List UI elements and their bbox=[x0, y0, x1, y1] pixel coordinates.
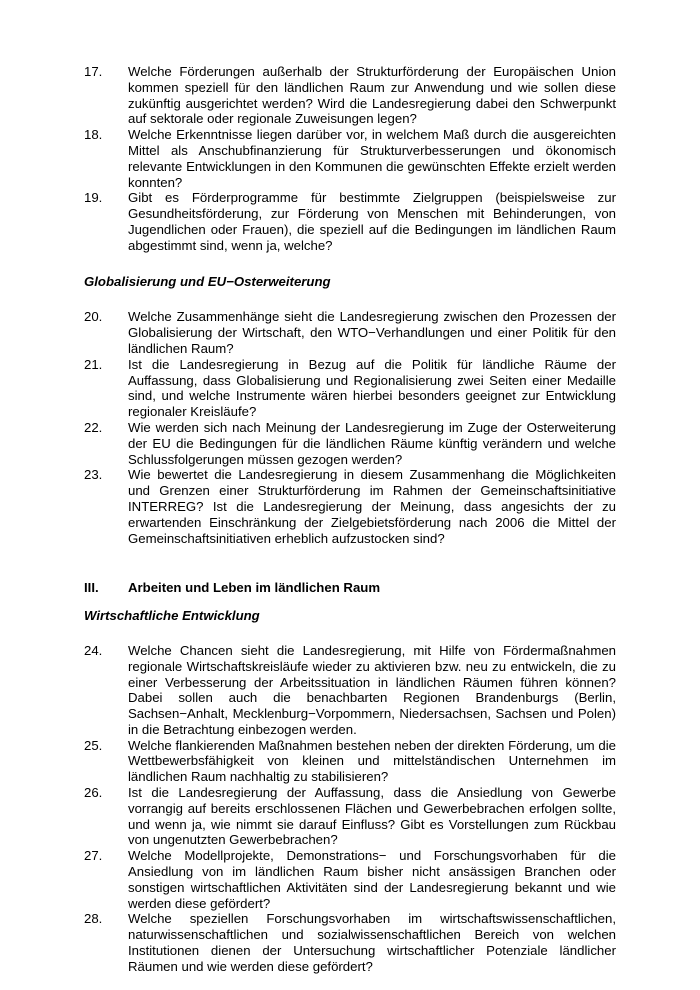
question-text: Gibt es Förderprogramme für bestimmte Zielgruppen (beispielsweise zur Gesundheitsförderung, zur Förderung von Menschen mit Behinderungen, von Jugendlichen oder Frauen), die speziell auf die Bedingungen im ländlichen Raum abgestimmt sind, wenn ja, welche? bbox=[128, 190, 616, 253]
question-text: Wie werden sich nach Meinung der Landesregierung im Zuge der Osterweiterung der EU die Bedingungen für die ländlichen Räume künftig verändern und welche Schlussfolgerungen müssen gezogen werden? bbox=[128, 419, 616, 467]
question-item bbox=[84, 420, 616, 467]
section-heading bbox=[84, 580, 616, 596]
question-text: Welche Zusammenhänge sieht die Landesregierung zwischen den Prozessen der Globalisierung der Wirtschaft, den WTO−Verhandlungen und einer Politik für den ländlichen Raum? bbox=[128, 309, 616, 356]
question-number: 19. bbox=[84, 190, 103, 206]
question-text: Welche Förderungen außerhalb der Strukturförderung der Europäischen Union kommen speziell für den ländlichen Raum zur Anwendung und wie sollen diese zukünftig ausgerichtet werden? Wird die Landesregierung dabei den Schwerpunkt auf sektorale oder regionale Zuweisungen legen? bbox=[128, 64, 616, 127]
question-number: 26. bbox=[84, 785, 103, 801]
question-list-c bbox=[84, 643, 616, 975]
subheading-globalisierung: Globalisierung und EU−Osterweiterung bbox=[84, 273, 331, 289]
question-number: 23. bbox=[84, 467, 103, 483]
question-text: Welche Chancen sieht die Landesregierung, mit Hilfe von Fördermaßnahmen regionale Wirtschaftskreisläufe wieder zu aktivieren bzw. neu zu entwickeln, die zu einer Verbesserung der Arbeitssituation in ländlichen Räumen führen können? Dabei sollen auch die benachbarten Regionen Brandenburgs (Berlin, Sachsen−Anhalt, Mecklenburg−Vorpommern, Niedersachsen, Sachsen und Polen) in die Betrachtung einbezogen werden. bbox=[128, 642, 616, 737]
document-page bbox=[84, 64, 616, 975]
question-item bbox=[84, 190, 616, 253]
question-item bbox=[84, 467, 616, 546]
question-number: 25. bbox=[84, 737, 103, 753]
question-number: 17. bbox=[84, 64, 103, 79]
question-item bbox=[84, 911, 616, 974]
question-item bbox=[84, 309, 616, 356]
question-item bbox=[84, 64, 616, 127]
question-item bbox=[84, 785, 616, 848]
question-item bbox=[84, 643, 616, 738]
question-item bbox=[84, 127, 616, 190]
question-item bbox=[84, 357, 616, 420]
question-number: 18. bbox=[84, 127, 103, 143]
question-item bbox=[84, 738, 616, 785]
question-text: Welche Erkenntnisse liegen darüber vor, in welchem Maß durch die ausgereichten Mittel als Anschubfinanzierung für Strukturverbesserungen und ökonomisch relevante Entwicklungen in den Kommunen die gewünschten Effekte erzielt werden konnten? bbox=[128, 127, 616, 190]
question-text: Welche speziellen Forschungsvorhaben im wirtschaftswissenschaftlichen, naturwissenschaftlichen und sozialwissenschaftlichen Bereich von welchen Institutionen dienen der Untersuchung wirtschaftlicher Potenziale ländlicher Räumen und wie werden diese gefördert? bbox=[128, 911, 616, 974]
question-text: Ist die Landesregierung in Bezug auf die Politik für ländliche Räume der Auffassung, dass Globalisierung und Regionalisierung zwei Seiten einer Medaille sind, und welche Instrumente wären hierbei besonders geeignet zur Entwicklung regionaler Kreisläufe? bbox=[128, 356, 616, 420]
question-list-a bbox=[84, 64, 616, 254]
question-number: 22. bbox=[84, 419, 103, 435]
question-number: 24. bbox=[84, 642, 103, 658]
question-number: 20. bbox=[84, 309, 103, 325]
question-text: Welche flankierenden Maßnahmen bestehen neben der direkten Förderung, um die Wettbewerbsfähigkeit von kleinen und mittelständischen Unternehmen im ländlichen Raum nachhaltig zu stabilisieren? bbox=[128, 737, 616, 785]
question-number: 28. bbox=[84, 911, 103, 927]
question-text: Welche Modellprojekte, Demonstrations− und Forschungsvorhaben für die Ansiedlung von im ländlichen Raum bisher nicht ansässigen Branchen oder sonstigen wirtschaftlichen Aktivitäten sind der Landesregierung bekannt und wie werden diese gefördert? bbox=[128, 848, 616, 911]
section-number: III. bbox=[84, 580, 99, 596]
subheading-wirtschaft: Wirtschaftliche Entwicklung bbox=[84, 608, 260, 624]
question-number: 21. bbox=[84, 356, 103, 372]
question-number: 27. bbox=[84, 848, 103, 864]
question-item bbox=[84, 848, 616, 911]
question-list-b bbox=[84, 309, 616, 546]
question-text: Ist die Landesregierung der Auffassung, dass die Ansiedlung von Gewerbe vorrangig auf bereits erschlossenen Flächen und Gewerbebrachen erfolgen sollte, und wenn ja, wie nimmt sie darauf Einfluss? Gibt es Vorstellungen zum Rückbau von ungenutzten Gewerbebrachen? bbox=[128, 785, 616, 848]
question-text: Wie bewertet die Landesregierung in diesem Zusammenhang die Möglichkeiten und Grenzen einer Strukturförderung im Rahmen der Gemeinschaftsinitiative INTERREG? Ist die Landesregierung der Meinung, dass angesichts der zu erwartenden Einschränkung der Zielgebietsförderung nach 2006 die Mittel der Gemeinschaftsinitiativen erheblich aufzustocken sind? bbox=[128, 467, 616, 546]
section-title: Arbeiten und Leben im ländlichen Raum bbox=[128, 580, 381, 596]
